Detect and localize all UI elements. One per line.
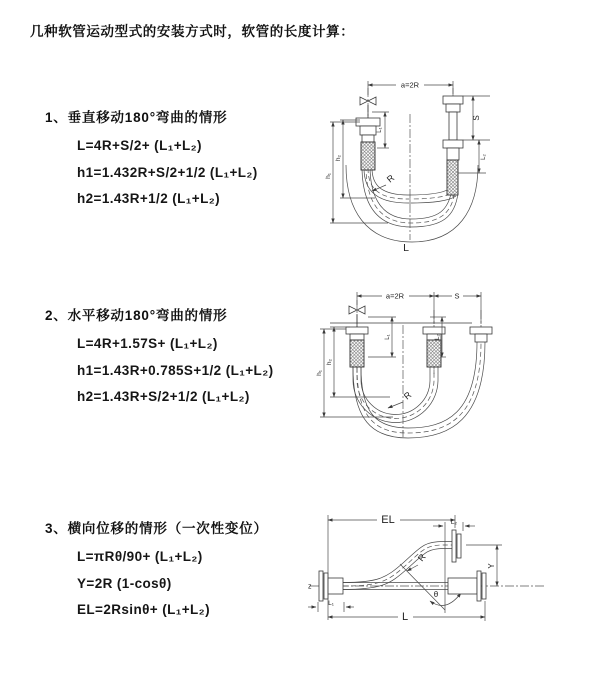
dimension-el (328, 511, 455, 620)
left-hose-fitting (361, 142, 375, 170)
section-2-formulas (45, 331, 273, 411)
formula-line: L=4R+S/2+ (L₁+L₂) (77, 138, 202, 153)
radius-label: R (401, 389, 414, 402)
horizontal-u-bend-drawing (300, 280, 600, 480)
formula-line: EL=2Rsinθ+ (L₁+L₂) (77, 602, 210, 617)
page-title: 几种软管运动型式的安装方式时，软管的长度计算： (30, 24, 355, 39)
section-3-heading: 3、横向位移的情形（一次性变位） (45, 521, 268, 536)
dim-label-a2r: a=2R (400, 80, 420, 90)
dim-label-l2: L₂ (450, 519, 458, 526)
dim-label-l2: L₂ (435, 334, 441, 340)
lateral-s-bend-drawing (300, 500, 600, 650)
formula-line: L=πRθ/90+ (L₁+L₂) (77, 549, 203, 564)
section-3-formulas (45, 544, 268, 624)
dim-label-s: S (454, 291, 460, 301)
length-label: L (403, 242, 409, 254)
pipe3-assembly (470, 327, 492, 342)
formula-line: h2=1.43R+1/2 (L₁+L₂) (77, 191, 221, 206)
radius-construction-line (400, 564, 445, 610)
dim-label-l: L (401, 611, 409, 623)
section-1-heading: 1、垂直移动180°弯曲的情形 (45, 110, 228, 125)
diagram-horizontal-u-bend (300, 280, 600, 480)
formula-line: Y=2R (1-cosθ) (77, 575, 172, 591)
dim-label-h1: h₁ (316, 370, 323, 376)
dim-label-y: Y (487, 563, 496, 569)
dim-label-l1: L₁ (385, 334, 391, 340)
section-horizontal-movement (45, 304, 273, 411)
section-vertical-movement (45, 106, 258, 213)
dim-label-l2: L₂ (481, 154, 487, 160)
formula-line: h1=1.432R+S/2+1/2 (L₁+L₂) (77, 164, 258, 180)
dimension-a2r (368, 81, 453, 96)
dim-label-el: EL (381, 514, 395, 526)
radius-callout (372, 172, 397, 191)
dimension-a2r (357, 292, 434, 325)
dimension-l (328, 601, 485, 623)
dimension-s (434, 292, 481, 325)
section-lateral-displacement (45, 517, 268, 624)
dim-label-s: S (472, 115, 481, 121)
dimension-s (463, 96, 490, 140)
radius-label: R (384, 172, 397, 185)
hose-position-a (353, 367, 438, 423)
pipe1-assembly (346, 327, 368, 367)
formula-line: L=4R+1.57S+ (L₁+L₂) (77, 336, 218, 351)
radius-label: R (415, 551, 428, 564)
right-hose-fitting (447, 160, 458, 195)
left-flange (319, 571, 343, 601)
right-pipe (443, 96, 463, 160)
radius-callout (388, 389, 414, 408)
axis-break-mark: z (308, 583, 312, 591)
top-flange (452, 530, 461, 562)
dim-label-l1: L₁ (328, 600, 334, 607)
dimension-l2 (433, 519, 475, 531)
dim-label-l1: L₁ (377, 127, 383, 133)
section-2-heading: 2、水平移动180°弯曲的情形 (45, 308, 228, 323)
dim-label-h2: h₂ (326, 358, 333, 366)
dim-label-h1: h₁ (325, 173, 332, 179)
angle-label: θ (433, 590, 439, 599)
section-1-formulas (45, 133, 258, 213)
formula-line: h1=1.43R+0.785S+1/2 (L₁+L₂) (77, 362, 274, 378)
diagram-vertical-u-bend (300, 70, 600, 280)
vertical-u-bend-drawing (300, 70, 600, 280)
right-flange (448, 571, 486, 601)
dim-label-a2r: a=2R (385, 291, 405, 301)
formula-line: h2=1.43R+S/2+1/2 (L₁+L₂) (77, 389, 250, 404)
hose-position-b (353, 342, 485, 438)
dim-label-h2: h₂ (335, 154, 342, 162)
dimension-l1 (308, 600, 354, 612)
diagram-lateral-s-bend (300, 500, 600, 650)
dimension-h1 (325, 122, 388, 223)
